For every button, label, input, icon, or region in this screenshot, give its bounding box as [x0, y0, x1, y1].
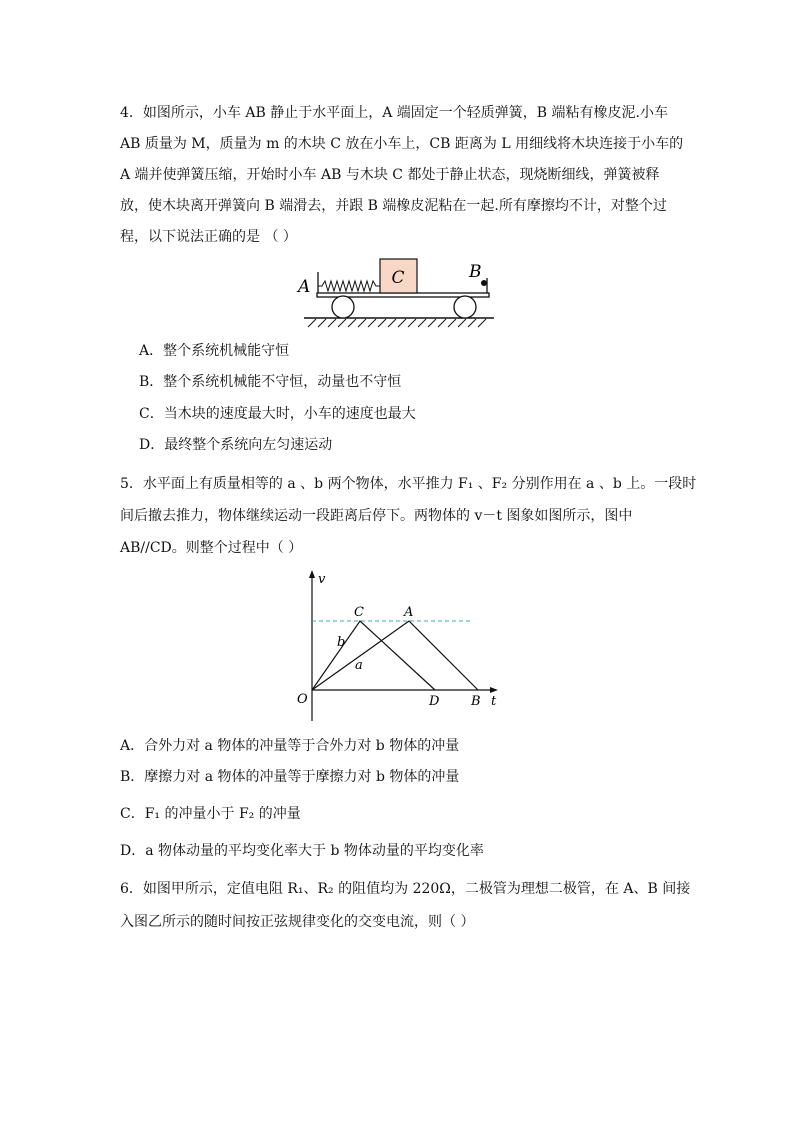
q4-option-d: D．最终整个系统向左匀速运动 — [139, 437, 333, 453]
q4-text-line-3: A 端并使弹簧压缩，开始时小车 AB 与木块 C 都处于静止状态，现烧断细线，弹簧被释 — [120, 167, 660, 183]
label-point-b: B — [471, 694, 481, 709]
label-line-a: a — [355, 658, 363, 673]
q4-option-b: B．整个系统机械能不守恒，动量也不守恒 — [139, 374, 402, 390]
x-axis-arrow — [490, 687, 498, 693]
q4-text-line-2: AB 质量为 M，质量为 m 的木块 C 放在小车上，CB 距离为 L 用细线将木块连接于小车的 — [120, 136, 684, 152]
axis-label-v: v — [318, 572, 326, 587]
q5-text-line-1: 5．水平面上有质量相等的 a 、b 两个物体，水平推力 F₁ 、F₂ 分别作用在 a 、b 上。一段时 — [120, 476, 697, 492]
y-axis-arrow — [309, 570, 315, 578]
wheel-right — [454, 296, 476, 318]
q6-text-line-1: 6．如图甲所示，定值电阻 R₁、R₂ 的阻值均为 220Ω，二极管为理想二极管，在 A、B 间接 — [120, 881, 691, 897]
label-b: B — [469, 262, 482, 282]
line-a — [312, 621, 478, 690]
q5-text-line-2: 间后撤去推力，物体继续运动一段距离后停下。两物体的 v－t 图象如图所示，图中 — [120, 508, 633, 524]
q6-text-line-2: 入图乙所示的随时间按正弦规律变化的交变电流，则（ ） — [120, 914, 475, 930]
ground-hatching — [308, 319, 486, 327]
q4-option-a: A．整个系统机械能守恒 — [139, 343, 290, 359]
label-point-a: A — [404, 605, 414, 620]
vt-graph — [290, 566, 510, 726]
q5-option-a: A．合外力对 a 物体的冲量等于合外力对 b 物体的冲量 — [120, 738, 460, 754]
q5-option-d: D．a 物体动量的平均变化率大于 b 物体动量的平均变化率 — [120, 843, 484, 859]
q4-text-line-4: 放，使木块离开弹簧向 B 端滑去，并跟 B 端橡皮泥粘在一起.所有摩擦均不计，对整个过 — [120, 198, 667, 214]
label-point-d: D — [429, 694, 440, 709]
axis-label-t: t — [491, 694, 497, 709]
q5-option-c: C．F₁ 的冲量小于 F₂ 的冲量 — [120, 806, 301, 822]
putty-dot — [481, 280, 487, 286]
label-origin: O — [297, 692, 308, 707]
q4-text-line-5: 程，以下说法正确的是 （ ） — [120, 229, 297, 245]
spring — [318, 281, 380, 291]
q5-text-line-3: AB//CD。则整个过程中（ ） — [120, 540, 303, 556]
label-c: C — [391, 268, 405, 288]
label-a: A — [298, 277, 311, 297]
line-b — [312, 621, 435, 690]
q5-option-b: B．摩擦力对 a 物体的冲量等于摩擦力对 b 物体的冲量 — [120, 769, 460, 785]
cart-spring-figure — [290, 256, 505, 336]
label-line-b: b — [337, 635, 346, 650]
label-point-c: C — [354, 605, 364, 620]
q4-text-line-1: 4．如图所示，小车 AB 静止于水平面上，A 端固定一个轻质弹簧，B 端粘有橡皮泥.小车 — [120, 105, 668, 121]
q4-option-c: C．当木块的速度最大时，小车的速度也最大 — [139, 406, 416, 422]
wheel-left — [332, 296, 354, 318]
